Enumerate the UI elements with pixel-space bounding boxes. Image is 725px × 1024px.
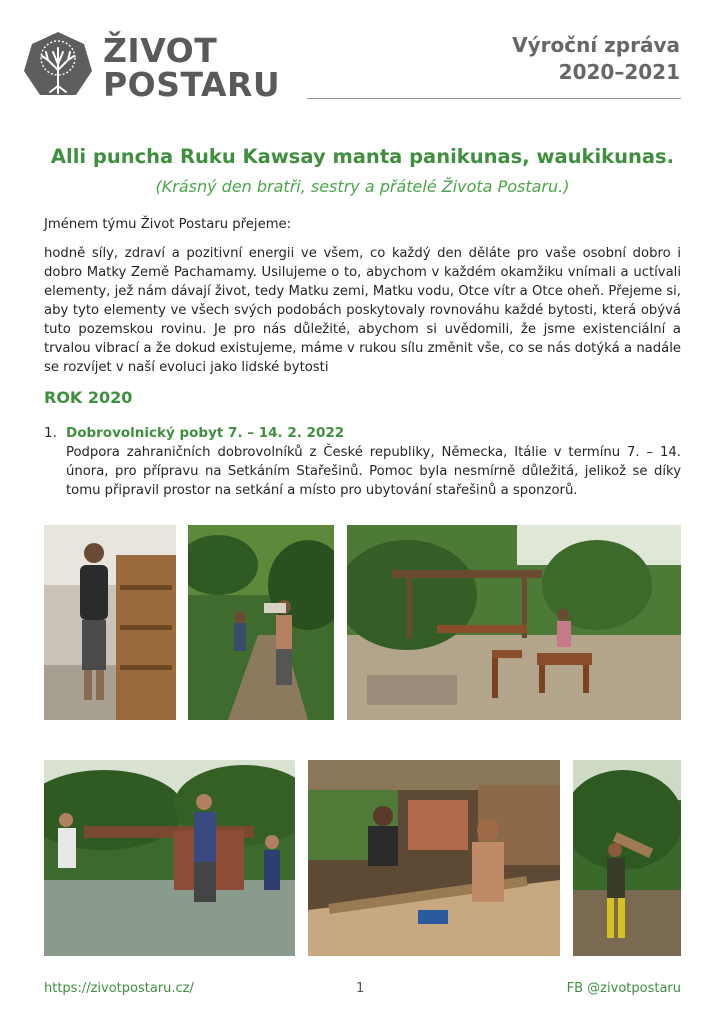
photo-carrying-beam	[573, 760, 681, 956]
report-title	[512, 32, 680, 86]
photo-volunteers-carrying	[188, 525, 334, 720]
footer-website-link[interactable]: https://zivotpostaru.cz/	[44, 981, 194, 996]
logo-line-1: ŽIVOT	[103, 31, 218, 70]
footer-facebook: FB @zivotpostaru	[566, 981, 681, 996]
photo-volunteer-shelves	[44, 525, 176, 720]
page-subheadline: (Krásný den bratři, sestry a přátelé Života Postaru.)	[155, 177, 570, 196]
logo-wordmark	[103, 31, 281, 104]
page-number: 1	[356, 981, 365, 996]
photo-outdoor-benches	[347, 525, 681, 720]
photo-woodworking	[308, 760, 560, 956]
logo-line-2: POSTARU	[103, 65, 281, 104]
list-item-text: Podpora zahraničních dobrovolníků z České republiky, Německa, Itálie v termínu 7. – 14. února, pro přípravu na Setkáním Stařešinů. Pomoc byla nesmírně důležitá, jelikož se díky tomu připravil prostor na setkání a místo pro ubytování stařešinů a sponzorů.	[66, 445, 681, 498]
photo-river-carrying	[44, 760, 295, 956]
list-item-title: Dobrovolnický pobyt 7. – 14. 2. 2022	[66, 425, 345, 441]
report-title-line-2: 2020–2021	[558, 60, 680, 84]
header-divider	[307, 98, 681, 99]
logo-tree-icon	[22, 30, 94, 102]
list-item-number: 1.	[44, 425, 57, 441]
intro-paragraph: hodně síly, zdraví a pozitivní energii ve všem, co každý den děláte pro vaše osobní dobro i dobro Matky Země Pachamamy. Usilujeme o to, abychom v každém okamžiku vnímali a uctívali elementy, jež nám dávají život, tedy Matku zemi, Matku vodu, Otce vítr a Otce oheň. Přejeme si, aby tyto elementy ve všech svých podobách poskytovaly rovnováhu každé bytosti, která obývá tuto pozemskou rovinu. Je pro nás důležité, abychom si uvědomili, že jsme existenciální a trvalou vibrací a že dokud existujeme, máme v rukou sílu změnit vše, co se nás dotýká a nadále se rozvíjet v naší evoluci jako lidské bytosti	[44, 246, 681, 375]
page-headline: Alli puncha Ruku Kawsay manta panikunas, waukikunas.	[50, 145, 675, 168]
section-title: ROK 2020	[44, 388, 133, 407]
greeting-text: Jménem týmu Život Postaru přejeme:	[44, 217, 292, 232]
report-title-line-1: Výroční zpráva	[512, 33, 680, 57]
